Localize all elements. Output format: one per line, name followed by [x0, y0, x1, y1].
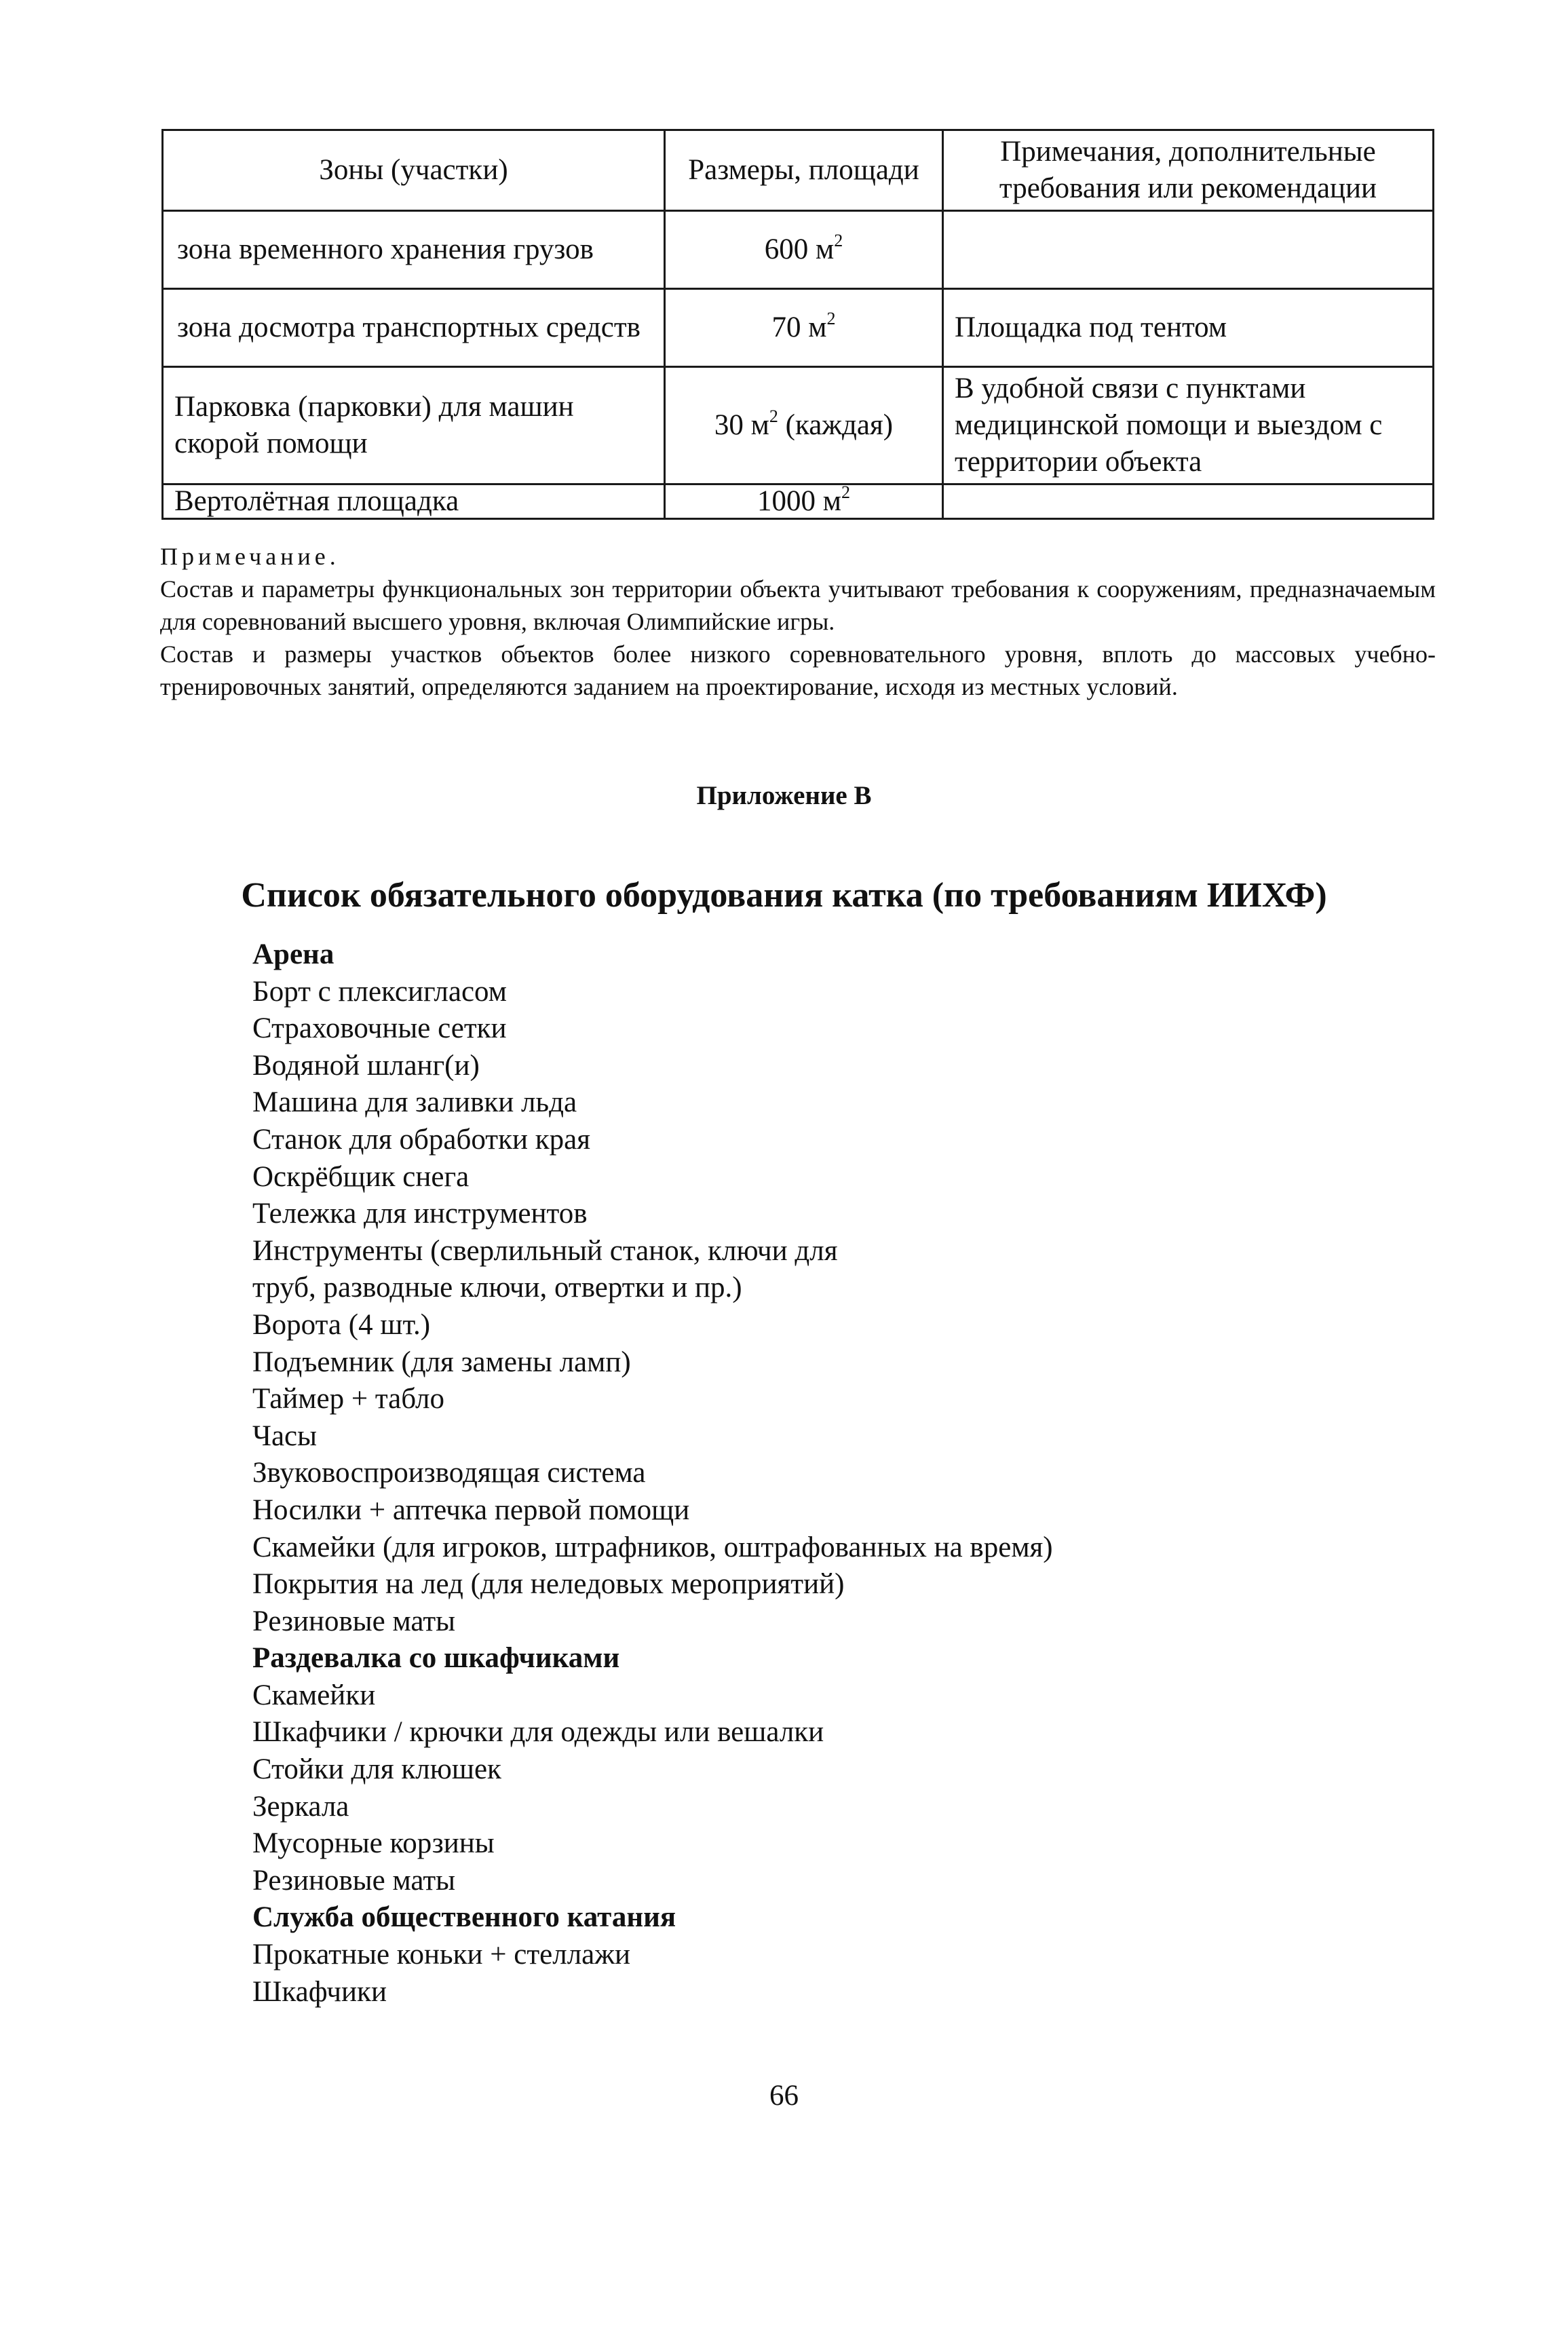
equipment-item: Резиновые маты	[252, 1605, 456, 1637]
zone-cell: Парковка (парковки) для машин скорой помощи	[163, 367, 665, 484]
equipment-list-title: Список обязательного оборудования катка (по требованиям ИИХФ)	[241, 876, 1327, 915]
equipment-item: Скамейки (для игроков, штрафников, оштрафованных на время)	[252, 1531, 1053, 1563]
table-row	[163, 484, 1434, 519]
equipment-item: Зеркала	[252, 1790, 349, 1823]
equipment-item: Борт с плексигласом	[252, 975, 507, 1008]
note-cell	[943, 484, 1434, 519]
equipment-item: Станок для обработки края	[252, 1123, 591, 1156]
equipment-item: Страховочные сетки	[252, 1012, 507, 1045]
equipment-item: Носилки + аптечка первой помощи	[252, 1493, 690, 1526]
equipment-item: Часы	[252, 1420, 318, 1452]
header-notes: Примечания, дополнительные требования или рекомендации	[943, 130, 1434, 211]
equipment-item: Резиновые маты	[252, 1864, 456, 1897]
equipment-item: Ворота (4 шт.)	[252, 1308, 431, 1341]
equipment-item: труб, разводные ключи, отвертки и пр.)	[252, 1272, 742, 1304]
table-note	[160, 540, 1436, 703]
table-row	[163, 289, 1434, 367]
header-sizes: Размеры, площади	[665, 130, 943, 211]
equipment-item: Шкафчики	[252, 1975, 387, 2008]
note-cell	[943, 211, 1434, 289]
note-paragraph-1: Состав и параметры функциональных зон территории объекта учитывают требования к сооружениям, предназначаемым для соревнований высшего уровня, включая Олимпийские игры.	[160, 575, 1436, 635]
zone-cell: зона досмотра транспортных средств	[163, 289, 665, 367]
equipment-item: Стойки для клюшек	[252, 1753, 501, 1786]
equipment-list	[252, 936, 1338, 2011]
equipment-item: Мусорные корзины	[252, 1827, 495, 1860]
equipment-item: Скамейки	[252, 1679, 376, 1711]
section-heading: Раздевалка со шкафчиками	[252, 1642, 620, 1675]
equipment-item: Подъемник (для замены ламп)	[252, 1346, 631, 1378]
equipment-item: Прокатные коньки + стеллажи	[252, 1939, 630, 1971]
note-paragraph-2: Состав и размеры участков объектов более низкого соревновательного уровня, вплоть до массовых учебно-тренировочных занятий, определяются заданием на проектирование, исходя из местных условий.	[160, 641, 1436, 700]
equipment-item: Звуковоспроизводящая система	[252, 1457, 646, 1489]
page-number: 66	[769, 2080, 799, 2112]
table-row	[163, 367, 1434, 484]
equipment-item: Таймер + табло	[252, 1383, 445, 1415]
header-zones: Зоны (участки)	[163, 130, 665, 211]
zone-cell: зона временного хранения грузов	[163, 211, 665, 289]
equipment-item: Машина для заливки льда	[252, 1086, 577, 1119]
zones-table	[161, 129, 1434, 520]
note-label: Примечание.	[160, 543, 340, 570]
equipment-item: Тележка для инструментов	[252, 1198, 588, 1230]
note-cell: Площадка под тентом	[943, 289, 1434, 367]
equipment-item: Покрытия на лед (для неледовых мероприятий)	[252, 1568, 845, 1601]
equipment-item: Инструменты (сверлильный станок, ключи для	[252, 1234, 838, 1267]
equipment-item: Оскрёбщик снега	[252, 1160, 470, 1193]
equipment-item: Шкафчики / крючки для одежды или вешалки	[252, 1716, 824, 1749]
table-header-row	[163, 130, 1434, 211]
equipment-item: Водяной шланг(и)	[252, 1049, 480, 1082]
table-row	[163, 211, 1434, 289]
size-cell: 30 $м^2$ (каждая)	[665, 367, 943, 484]
size-cell: 70 $м^2$	[665, 289, 943, 367]
section-heading: Служба общественного катания	[252, 1901, 676, 1934]
size-cell: 600 $м^2$	[665, 211, 943, 289]
size-cell: 1000 $м^2$	[665, 484, 943, 519]
appendix-title: Приложение В	[696, 781, 872, 810]
note-cell: В удобной связи с пунктами медицинской помощи и выездом с территории объекта	[943, 367, 1434, 484]
section-heading: Арена	[252, 938, 334, 970]
zone-cell: Вертолётная площадка	[163, 484, 665, 519]
